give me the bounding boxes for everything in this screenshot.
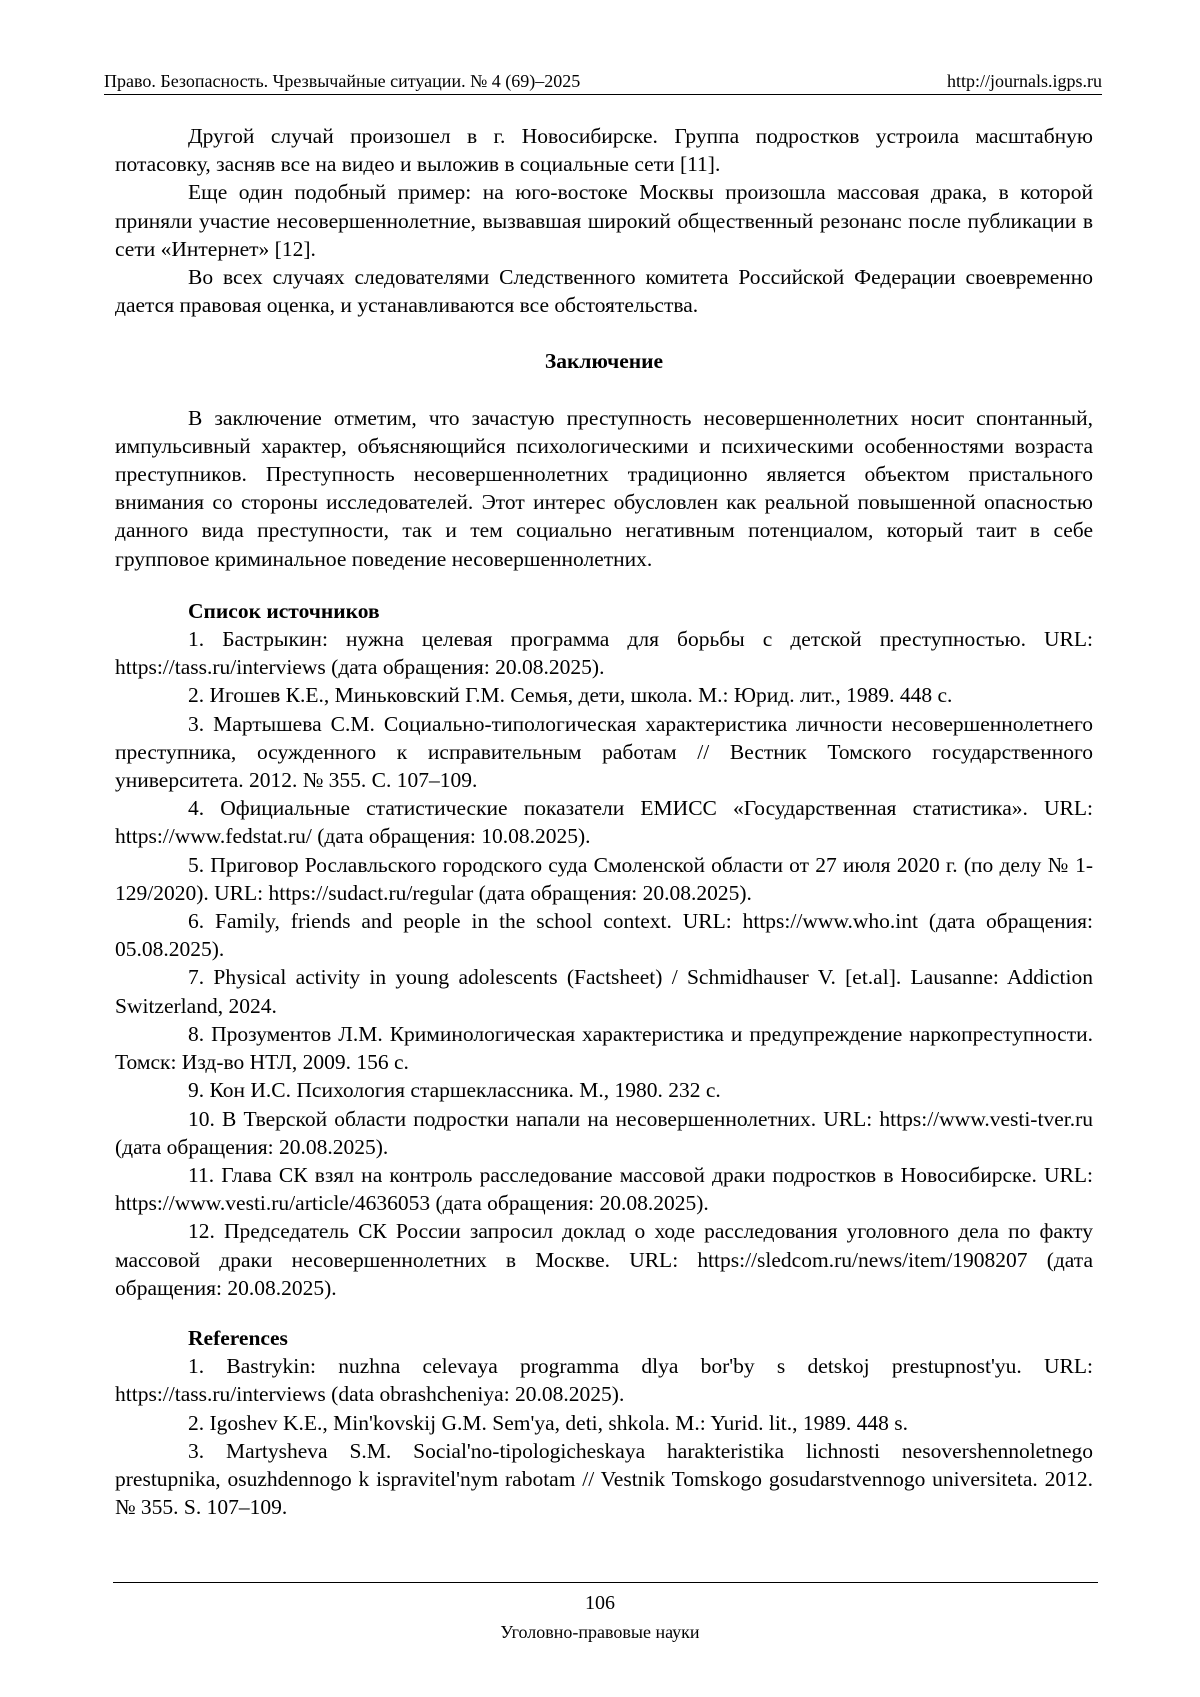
page-content [115, 122, 1093, 1521]
conclusion-paragraph: В заключение отметим, что зачастую преступность несовершеннолетних носит спонтанный, импульсивный характер, объясняющийся психологическими и психическими особенностями возраста преступников. Преступность несовершеннолетних традиционно является объектом пристального внимания со стороны исследователей. Этот интерес обусловлен как реальной повышенной опасностью данного вида преступности, так и тем социально негативным потенциалом, который таит в себе групповое криминальное поведение несовершеннолетних. [115, 405, 1093, 571]
source-item: 11. Глава СК взял на контроль расследование массовой драки подростков в Новосибирске. URL: https://www.vesti.ru/article/4636053 (дата обращения: 20.08.2025). [115, 1162, 1093, 1216]
body-paragraph: Во всех случаях следователями Следственного комитета Российской Федерации своевременно дается правовая оценка, и устанавливаются все обстоятельства. [115, 265, 1093, 318]
references-heading: References [188, 1325, 288, 1350]
source-item: 9. Кон И.С. Психология старшеклассника. М., 1980. 232 с. [188, 1078, 721, 1103]
journal-url[interactable]: http://journals.igps.ru [947, 71, 1102, 91]
references-list [115, 1352, 1093, 1521]
journal-title: Право. Безопасность. Чрезвычайные ситуации. № 4 (69)–2025 [104, 71, 581, 91]
source-item: 4. Официальные статистические показатели ЕМИСС «Государственная статистика». URL: https://www.fedstat.ru/ (дата обращения: 10.08.2025). [115, 796, 1093, 849]
source-item: 2. Игошев К.Е., Миньковский Г.М. Семья, дети, школа. М.: Юрид. лит., 1989. 448 с. [188, 683, 953, 708]
source-item: 6. Family, friends and people in the school context. URL: https://www.who.int (дата обращения: 05.08.2025). [115, 909, 1093, 962]
header-divider [104, 94, 1102, 95]
running-header [104, 70, 1102, 92]
source-item: 5. Приговор Рославльского городского суда Смоленской области от 27 июля 2020 г. (по делу № 1-129/2020). URL: https://sudact.ru/regular (дата обращения: 20.08.2025). [115, 852, 1093, 905]
footer-divider [113, 1582, 1098, 1583]
source-item: 1. Бастрыкин: нужна целевая программа для борьбы с детской преступностью. URL: https://tass.ru/interviews (дата обращения: 20.08.2025). [115, 627, 1093, 680]
body-paragraph: Еще один подобный пример: на юго-востоке Москвы произошла массовая драка, в которой приняли участие несовершеннолетние, вызвавшая широкий общественный резонанс после публикации в сети «Интернет» [12]. [115, 180, 1093, 261]
body-paragraph: Другой случай произошел в г. Новосибирске. Группа подростков устроила масштабную потасовку, засняв все на видео и выложив в социальные сети [11]. [115, 124, 1093, 177]
sources-heading: Список источников [188, 598, 380, 623]
sources-list [115, 625, 1093, 1302]
reference-item: 3. Martysheva S.M. Social'no-tipologicheskaya harakteristika lichnosti nesovershennoletnego prestupnika, osuzhdennogo k ispravitel'nym rabotam // Vestnik Tomskogo gosudarstvennogo universiteta. 2012. № 355. S. 107–109. [115, 1438, 1093, 1520]
footer-section-title: Уголовно-правовые науки [500, 1622, 700, 1642]
source-item: 10. В Тверской области подростки напали на несовершеннолетних. URL: https://www.vesti-tver.ru (дата обращения: 20.08.2025). [115, 1106, 1093, 1159]
reference-item: 1. Bastrykin: nuzhna celevaya programma dlya bor'by s detskoj prestupnost'yu. URL: https://tass.ru/interviews (data obrashcheniya: 20.08.2025). [115, 1354, 1093, 1407]
conclusion-heading: Заключение [544, 349, 664, 374]
source-item: 3. Мартышева С.М. Социально-типологическая характеристика личности несовершеннолетнего преступника, осужденного к исправительным работам // Вестник Томского государственного университета. 2012. № 355. С. 107–109. [115, 711, 1093, 793]
source-item: 7. Physical activity in young adolescents (Factsheet) / Schmidhauser V. [et.al]. Lausanne: Addiction Switzerland, 2024. [115, 965, 1093, 1018]
source-item: 8. Прозументов Л.М. Криминологическая характеристика и предупреждение наркопреступности. Томск: Изд-во НТЛ, 2009. 156 с. [115, 1021, 1093, 1075]
source-item: 12. Председатель СК России запросил доклад о ходе расследования уголовного дела по факту массовой драки несовершеннолетних в Москве. URL: https://sledcom.ru/news/item/1908207 (дата обращения: 20.08.2025). [115, 1219, 1093, 1300]
page-number: 106 [585, 1592, 615, 1614]
reference-item: 2. Igoshev K.E., Min'kovskij G.M. Sem'ya, deti, shkola. M.: Yurid. lit., 1989. 448 s. [188, 1410, 909, 1435]
